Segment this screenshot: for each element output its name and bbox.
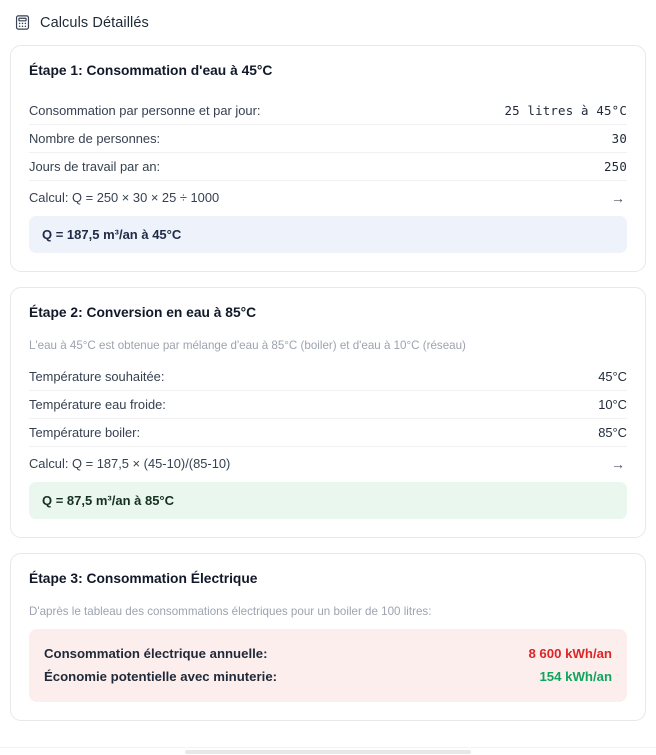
scrollbar-thumb[interactable] xyxy=(185,750,471,754)
summary-label: Économie potentielle avec minuterie: xyxy=(44,669,278,684)
detail-row xyxy=(29,391,627,419)
step-result: Q = 187,5 m³/an à 45°C xyxy=(29,216,627,253)
detail-row xyxy=(29,153,627,181)
detail-value: 30 xyxy=(611,131,627,146)
summary-value: 8 600 kWh/an xyxy=(528,646,612,661)
summary-row xyxy=(44,642,612,665)
summary-box xyxy=(29,629,627,702)
step-result: Q = 87,5 m³/an à 85°C xyxy=(29,482,627,519)
detail-label: Température boiler: xyxy=(29,425,141,440)
step-note: L'eau à 45°C est obtenue par mélange d'eau à 85°C (boiler) et d'eau à 10°C (réseau) xyxy=(29,339,466,352)
detail-label: Jours de travail par an: xyxy=(29,159,161,174)
detail-value: 25 litres à 45°C xyxy=(504,103,627,118)
step-title: Étape 3: Consommation Électrique xyxy=(29,571,258,586)
step-card-3 xyxy=(10,553,646,721)
step-note: D'après le tableau des consommations électriques pour un boiler de 100 litres: xyxy=(29,605,432,618)
calculation-formula: Calcul: Q = 250 × 30 × 25 ÷ 1000 xyxy=(29,190,220,205)
calculation-formula: Calcul: Q = 187,5 × (45-10)/(85-10) xyxy=(29,456,231,471)
arrow-right-icon: → xyxy=(611,455,625,472)
calculation-row xyxy=(29,447,627,482)
detail-value: 10°C xyxy=(598,397,627,412)
summary-value: 154 kWh/an xyxy=(539,669,612,684)
panel-header xyxy=(10,10,646,45)
detail-label: Consommation par personne et par jour: xyxy=(29,103,261,118)
summary-row xyxy=(44,665,612,688)
detail-label: Température souhaitée: xyxy=(29,369,165,384)
step-title: Étape 2: Conversion en eau à 85°C xyxy=(29,305,257,320)
detail-row xyxy=(29,125,627,153)
detail-row xyxy=(29,419,627,447)
step-card-2 xyxy=(10,287,646,538)
summary-label: Consommation électrique annuelle: xyxy=(44,646,268,661)
detail-row xyxy=(29,97,627,125)
detail-label: Température eau froide: xyxy=(29,397,166,412)
page-title: Calculs Détaillés xyxy=(40,14,149,31)
detail-value: 85°C xyxy=(598,425,627,440)
calculation-row xyxy=(29,181,627,216)
calculator-icon xyxy=(14,14,31,31)
detail-value: 250 xyxy=(604,159,627,174)
detail-value: 45°C xyxy=(598,369,627,384)
detail-label: Nombre de personnes: xyxy=(29,131,161,146)
step-title: Étape 1: Consommation d'eau à 45°C xyxy=(29,63,273,78)
arrow-right-icon: → xyxy=(611,189,625,206)
detail-row xyxy=(29,363,627,391)
step-card-1 xyxy=(10,45,646,272)
scrollbar-horizontal[interactable] xyxy=(0,747,656,755)
